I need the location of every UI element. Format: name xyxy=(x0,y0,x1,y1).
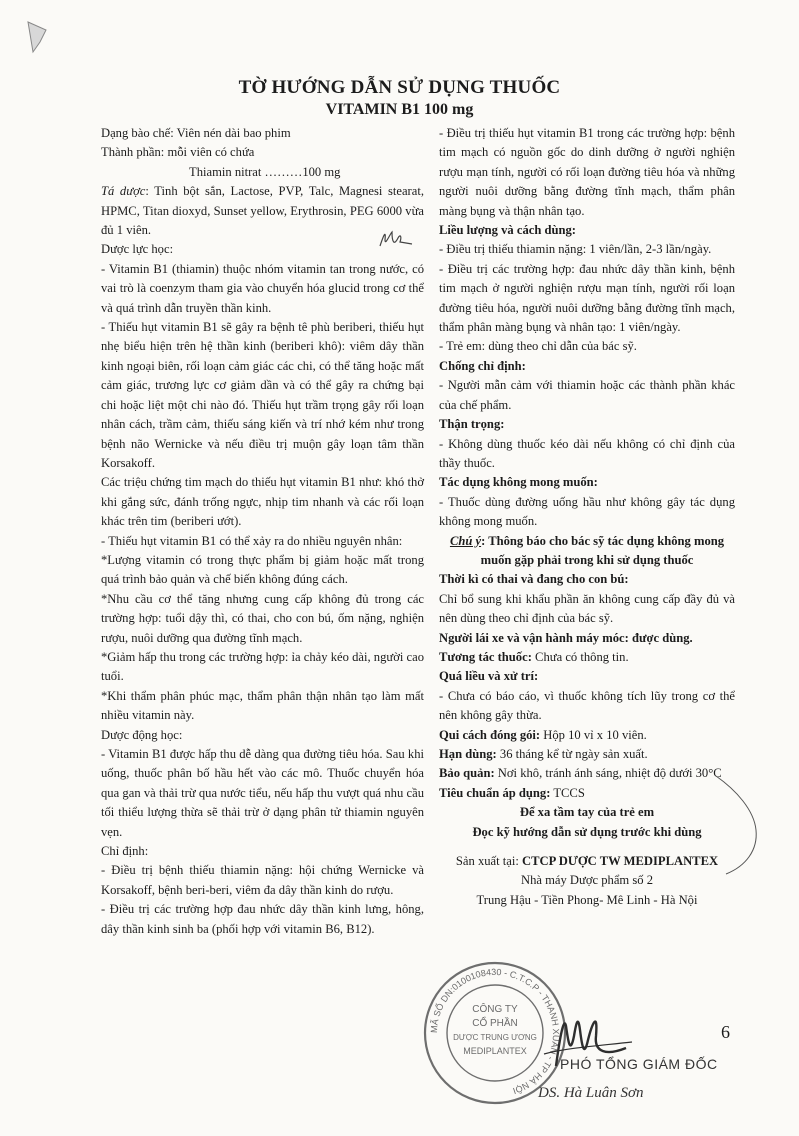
corner-fold-mark xyxy=(0,0,70,70)
pd-paragraph-3: Các triệu chứng tim mạch do thiếu hụt vitamin B1 như: khó thở khi gắng sức, đánh trống ngực, nhịp tim nhanh và các rối loạn khác trên tim (beriberi ướt). xyxy=(101,475,424,529)
interaction-text: Chưa có thông tin. xyxy=(531,649,629,664)
read-instructions-warning: Đọc kỹ hướng dẫn sử dụng trước khi dùng xyxy=(472,824,702,839)
expiry-heading: Hạn dùng: xyxy=(439,747,497,761)
contraindications-heading: Chống chỉ định: xyxy=(439,358,526,373)
expiry-text: 36 tháng kể từ ngày sản xuất. xyxy=(496,747,648,761)
packaging-heading: Qui cách đóng gói: xyxy=(439,727,541,742)
indication-2: - Điều trị các trường hợp đau nhức dây thần kinh lưng, hông, dây thần kinh sinh ba (phối hợp với vitamin B6, B12). xyxy=(101,902,424,936)
note-warning xyxy=(439,532,735,571)
handwritten-initials xyxy=(376,226,416,252)
dose-1: - Điều trị thiếu thiamin nặng: 1 viên/lần, 2-3 lần/ngày. xyxy=(439,242,712,257)
pd-paragraph-7: *Giảm hấp thu trong các trường hợp: ỉa chảy kéo dài, người cao tuổi. xyxy=(101,649,424,684)
adverse-effects-heading: Tác dụng không mong muốn: xyxy=(439,475,598,490)
caution-1: - Không dùng thuốc kéo dài nếu không có chỉ định của thầy thuốc. xyxy=(439,436,735,470)
stamp-ring-text: MÃ SỐ DN:0100108430 - C.T.C.P - THANH XUÂN - TP HÀ NỘI xyxy=(428,966,562,1096)
pharmacodynamics-heading: Dược lực học: xyxy=(101,242,174,257)
expiry xyxy=(439,745,735,764)
pd-paragraph-6: *Nhu cầu cơ thể tăng nhưng cung cấp không đủ trong các trường hợp: tuổi dậy thì, có thai, cho con bú, ốm nặng, nghiện rượu, nuôi dưỡng qua đường tĩnh mạch. xyxy=(101,591,424,645)
pd-paragraph-1: - Vitamin B1 (thiamin) thuộc nhóm vitamin tan trong nước, có vai trò là coenzym tham gia vào chuyển hóa glucid trong cơ thể và quá trình dẫn truyền thần kinh. xyxy=(101,261,424,315)
overdose-heading: Quá liều và xử trí: xyxy=(439,669,539,684)
dose-3: - Trẻ em: dùng theo chỉ dẫn của bác sỹ. xyxy=(439,339,637,354)
indication-3: - Điều trị thiếu hụt vitamin B1 trong các trường hợp: bệnh tim mạch có nguồn gốc do dinh dưỡng ở người nghiện rượu mạn tính, người có rối loạn đường tiêu hóa và những người nuôi dưỡng bằng đường tĩnh mạch, thẩm phân màng bụng và thận nhân tạo. xyxy=(439,126,735,218)
indication-1: - Điều trị bệnh thiếu thiamin nặng: hội chứng Wernicke và Korsakoff, bệnh beri-beri, viêm đa dây thần kinh do rượu. xyxy=(101,863,424,897)
storage xyxy=(439,764,735,783)
pen-mark xyxy=(706,770,766,880)
note-text: : Thông báo cho bác sỹ tác dụng không mong muốn gặp phải trong khi sử dụng thuốc xyxy=(480,533,725,567)
dosage-heading: Liều lượng và cách dùng: xyxy=(439,223,576,238)
pregnancy-text: Chỉ bổ sung khi khẩu phần ăn không cung cấp đầy đủ và nên dùng theo chỉ định của bác sỹ. xyxy=(439,591,735,626)
pd-paragraph-5: *Lượng vitamin có trong thực phẩm bị giảm hoặc mất trong quá trình bảo quản và chế biến không đúng cách. xyxy=(101,552,424,587)
page-number: 6 xyxy=(721,1022,730,1042)
packaging-text: Hộp 10 vỉ x 10 viên. xyxy=(540,727,647,742)
indications-heading: Chỉ định: xyxy=(101,844,149,859)
active-ingredient: Thiamin nitrat ………100 mg xyxy=(189,164,341,179)
stamp-line-4: MEDIPLANTEX xyxy=(463,1046,527,1056)
storage-heading: Bảo quản: xyxy=(439,766,495,781)
factory-name: Nhà máy Dược phẩm số 2 xyxy=(520,873,654,888)
storage-text: Nơi khô, tránh ánh sáng, nhiệt độ dưới 30°C xyxy=(494,766,722,781)
packaging xyxy=(439,726,735,745)
document-title: TỜ HƯỚNG DẪN SỬ DỤNG THUỐC xyxy=(238,77,561,98)
dose-2: - Điều trị các trường hợp: đau nhức dây thần kinh, bệnh tim mạch ở người nghiện rượu mạn tính, người rối loạn đường tiêu hóa, người nuôi dưỡng bằng đường tĩnh mạch, thẩm phân màng bụng và nhân tạo: 1 viên/ngày. xyxy=(439,261,735,335)
manufacturer-name: CTCP DƯỢC TW MEDIPLANTEX xyxy=(522,854,719,869)
standard xyxy=(439,784,735,803)
factory-address: Trung Hậu - Tiền Phong- Mê Linh - Hà Nội xyxy=(476,892,698,907)
standard-text: TCCS xyxy=(550,785,585,800)
driving-text: Người lái xe và vận hành máy móc: được dùng. xyxy=(439,630,693,645)
right-column xyxy=(439,124,735,910)
manufacturer xyxy=(439,852,735,871)
excipients-label: Tá dược xyxy=(101,184,146,199)
document-subtitle: VITAMIN B1 100 mg xyxy=(325,101,474,118)
standard-heading: Tiêu chuẩn áp dụng: xyxy=(439,785,551,800)
excipients-text: : Tinh bột sắn, Lactose, PVP, Talc, Magnesi stearat, HPMC, Titan dioxyd, Sunset yellow, Erythrosin, PEG 6000 vừa đủ 1 viên. xyxy=(101,184,424,238)
keep-away-warning: Để xa tầm tay của trẻ em xyxy=(519,805,655,820)
pharmacokinetics-heading: Dược động học: xyxy=(101,727,183,742)
adverse-effect-1: - Thuốc dùng đường uống hầu như không gây tác dụng không mong muốn. xyxy=(439,494,735,529)
contraindication-1: - Người mẫn cảm với thiamin hoặc các thành phần khác của chế phẩm. xyxy=(439,378,735,412)
stamp-line-3: DƯỢC TRUNG ƯƠNG xyxy=(453,1033,537,1042)
manufacturer-label: Sản xuất tại: xyxy=(455,854,523,869)
stamp-line-1: CÔNG TY xyxy=(472,1004,518,1015)
stamp-line-2: CỔ PHẦN xyxy=(472,1018,518,1029)
interaction xyxy=(439,648,735,667)
pregnancy-heading: Thời kì có thai và đang cho con bú: xyxy=(439,572,629,587)
signer-name: DS. Hà Luân Sơn xyxy=(538,1085,644,1101)
note-label: Chú ý xyxy=(449,533,482,548)
overdose-text: - Chưa có báo cáo, vì thuốc không tích lũy trong cơ thể nên không gây thừa. xyxy=(439,688,735,723)
dosage-form: Dạng bào chế: Viên nén dài bao phim xyxy=(101,126,291,140)
signer-title: PHÓ TỔNG GIÁM ĐỐC xyxy=(560,1056,718,1072)
interaction-heading: Tương tác thuốc: xyxy=(439,649,532,664)
pd-paragraph-2: - Thiếu hụt vitamin B1 sẽ gây ra bệnh tê phù beriberi, thiếu hụt nhẹ biểu hiện trên hệ thần kinh (beriberi khô): viêm dây thần kinh ngoại biên, rối loạn cảm giác các chi, có thể tăng hoặc mất cảm giác, trương lực cơ giảm dần và có thể gây ra chứng bại chi hoặc liệt một chi nào đó. Thiếu hụt trầm trọng gây rối loạn nhân cách, trầm cảm, thiếu sáng kiến và trí nhớ kém như trong bệnh não Wernicke và nếu điều trị muộn gây loạn tâm thần Korsakoff. xyxy=(101,320,424,470)
pk-paragraph-1: - Vitamin B1 được hấp thu dễ dàng qua đường tiêu hóa. Sau khi uống, thuốc phân bố hầu hết vào các mô. Thuốc chuyển hóa qua gan và thải trừ qua nước tiểu, nếu hấp thu vượt quá nhu cầu tối thiểu lượng thừa sẽ thải trừ ở dạng phân tử thiamin nguyên vẹn. xyxy=(101,747,424,839)
pd-paragraph-8: *Khi thẩm phân phúc mạc, thẩm phân thận nhân tạo làm mất nhiều vitamin này. xyxy=(101,688,424,723)
pd-paragraph-4: - Thiếu hụt vitamin B1 có thể xảy ra do nhiều nguyên nhân: xyxy=(101,533,403,548)
caution-heading: Thận trọng: xyxy=(439,417,505,432)
composition-heading: Thành phần: mỗi viên có chứa xyxy=(101,145,255,160)
